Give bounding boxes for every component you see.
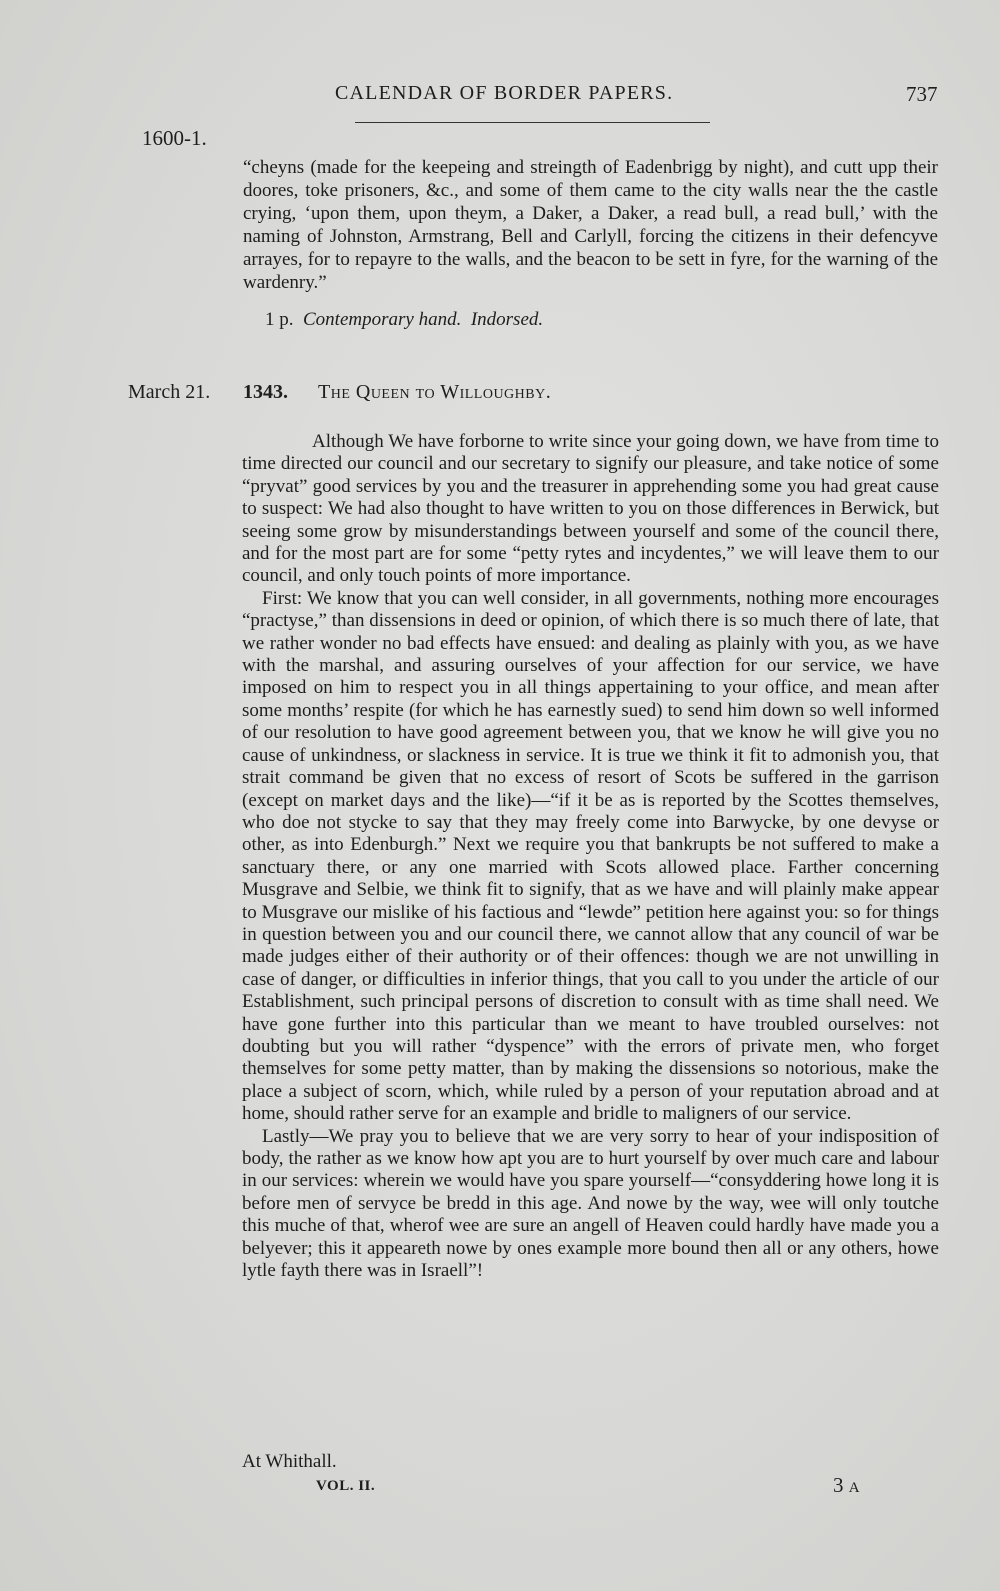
entry-title: The Queen to Willoughby. [318,381,552,403]
signature-letter: A [848,1480,860,1496]
footer-volume: VOL. II. [316,1478,376,1494]
paragraph-3: Lastly—We pray you to believe that we are very sorry to hear of your indisposition of body, the rather as we know how apt you are to hurt yourself by over much care and labour in our services: wherein we would have you spare yourself—“consyddering howe long it is before men of servyce be bredd in this age. And nowe by the way, wee will only toutche this muche of that, wherof wee are sure an angell of Heaven could hardly have made you a belyever; this it appeareth nowe by ones example more bound then all or any others, howe lytle fayth there was in Israell”! [242,1125,939,1282]
source-note-endorsed: Indorsed. [470,309,544,330]
source-note-pages: 1 p. [265,309,294,330]
paragraph-1: Although We have forborne to write since your going down, we have from time to time directed our council and our secretary to signify our pleasure, and take notice of some “pryvat” good services by you and the treasurer in apprehending some you had great cause to suspect: We had also thought to have written to you on those differences in Berwick, but seeing some grow by misunderstandings between yourself and some of the council there, and for the most part are for some “petty rytes and incydentes,” we will leave them to our council, and only touch points of more importance. [242,431,939,587]
paragraph-2: First: We know that you can well consider, in all governments, nothing more encourages “practyse,” than dissensions in deed or opinion, of which there is so much there of late, that we rather wonder no bad effects have ensued: and dealing as plainly with you, as we have with the marshal, and assuring ourselves of your affection for our service, we have imposed on him to respect you in all things appertaining to your office, and mean after some months’ respite (for which he has earnestly sued) to send him down so well informed of our resolution to have good agreement between you, that we know he will give you no cause of unkindness, or slackness in service. It is true we think it fit to admonish you, that strait command be given that no excess of resort of Scots be suffered in the garrison (except on market days and the like)—“if it be as is reported by the Scottes themselves, who doe not stycke to say that they may freely come into Barwycke, by one devyse or other, as into Edenburgh.” Next we require you that bankrupts be not suffered to make a sanctuary there, or any one married with Scots allowed place. Farther concerning Musgrave and Selbie, we think fit to signify, that as we have and will plainly make appear to Musgrave our mislike of his factious and “lewde” petition here against you: so for things in question between you and our council there, we cannot allow that any council of war be made judges either of their authority or of their offences: though we are not unwilling in case of danger, or difficulties in inferior things, that you call to you under the article of our Establishment, such principal persons of discretion to consult with as time shall need. We have gone further into this particular than we meant to have troubled ourselves: not doubting but you will rather “dyspence” with the errors of private men, who forget themselves for some petty matter, than by making the dissensions so notorious, make the place a subject of scorn, which, while ruled by a person of your reputation abroad and at home, should rather serve for an example and bridle to maligners of our service. [242,587,939,1125]
footer-signature-mark [833,1473,860,1498]
margin-year: 1600-1. [142,126,207,150]
letter-body [242,431,939,1282]
header-rule [355,122,710,123]
signoff: At Whithall. [242,1451,337,1472]
page-number: 737 [906,82,938,106]
entry-number: 1343. [243,381,288,403]
running-head-title: CALENDAR OF BORDER PAPERS. [335,82,674,104]
quoted-passage: “cheyns (made for the keepeing and streingth of Eadenbrigg by night), and cutt upp their doores, toke prisoners, &c., and some of them came to the city walls near the the castle crying, ‘upon them, upon theym, a Daker, a Daker, a read bull, a read bull,’ with the naming of Johnston, Armstrang, Bell and Carlyll, forcing the citizens in their defencyve arrayes, for to repayre to the walls, and the beacon to be sett in fyre, for the warning of the wardenry.” [243,157,938,293]
source-note [265,309,543,331]
source-note-hand: Contemporary hand. [303,309,462,330]
entry-date: March 21. [128,381,211,403]
signature-number: 3 [833,1473,844,1497]
